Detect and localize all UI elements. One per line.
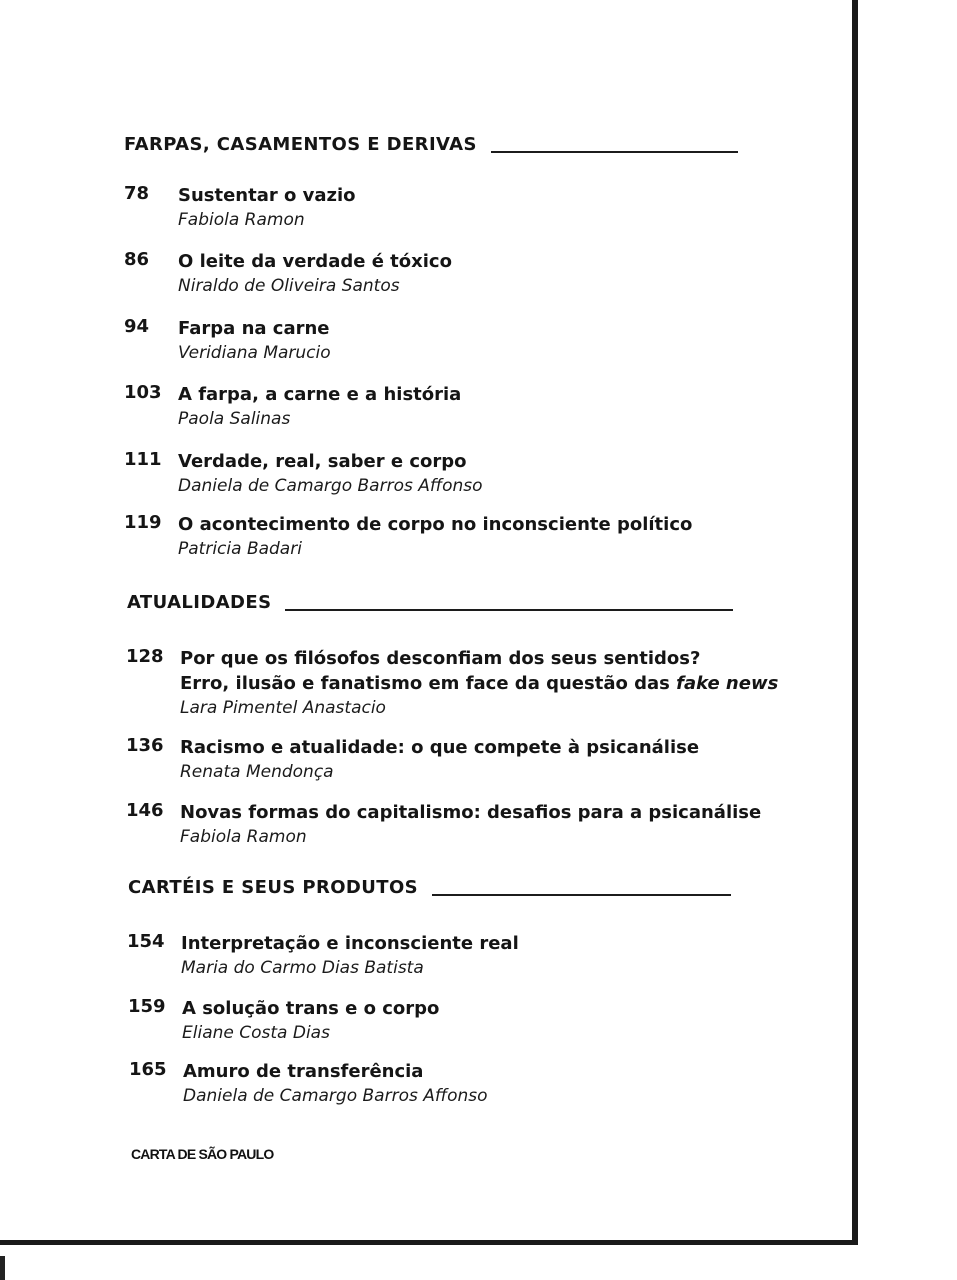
section-header-carteis (128, 877, 731, 898)
entry-title: Farpa na carne (178, 318, 330, 339)
entry-author: Daniela de Camargo Barros Affonso (183, 1086, 488, 1106)
publication-logo: CARTA DE SÃO PAULO (131, 1146, 274, 1162)
entry-page-number: 78 (124, 183, 150, 204)
section-rule (285, 609, 733, 611)
section-header-farpas (124, 134, 738, 155)
entry-title: Interpretação e inconsciente real (181, 933, 519, 954)
section-title: CARTÉIS E SEUS PRODUTOS (128, 877, 419, 898)
entry-author: Fabiola Ramon (180, 827, 307, 847)
page-edge-bottom (0, 1240, 858, 1245)
entry-page-number: 128 (126, 646, 164, 667)
entry-title: Por que os filósofos desconfiam dos seus sentidos? (180, 648, 701, 669)
entry-author: Lara Pimentel Anastacio (180, 698, 386, 718)
entry-page-number: 154 (127, 931, 165, 952)
section-rule (491, 151, 738, 153)
entry-title: Racismo e atualidade: o que compete à psicanálise (180, 737, 700, 758)
page-edge-right (852, 0, 858, 1244)
entry-page-number: 146 (126, 800, 164, 821)
entry-page-number: 103 (124, 382, 162, 403)
entry-author: Patricia Badari (178, 539, 302, 559)
entry-title: O leite da verdade é tóxico (178, 251, 452, 272)
section-rule (432, 894, 731, 896)
entry-page-number: 86 (124, 249, 150, 270)
entry-author: Eliane Costa Dias (182, 1023, 330, 1043)
entry-title: Amuro de transferência (183, 1061, 424, 1082)
section-title: ATUALIDADES (127, 592, 272, 613)
entry-author: Renata Mendonça (180, 762, 334, 782)
entry-page-number: 111 (124, 449, 162, 470)
entry-title: Novas formas do capitalismo: desafios para a psicanálise (180, 802, 762, 823)
entry-title: A solução trans e o corpo (182, 998, 440, 1019)
entry-author: Paola Salinas (178, 409, 291, 429)
entry-author: Fabiola Ramon (178, 210, 305, 230)
entry-title: O acontecimento de corpo no inconsciente político (178, 514, 693, 535)
entry-page-number: 119 (124, 512, 162, 533)
entry-author: Niraldo de Oliveira Santos (178, 276, 400, 296)
entry-author: Daniela de Camargo Barros Affonso (178, 476, 483, 496)
entry-page-number: 159 (128, 996, 166, 1017)
entry-author: Maria do Carmo Dias Batista (181, 958, 424, 978)
entry-title: A farpa, a carne e a história (178, 384, 462, 405)
entry-page-number: 94 (124, 316, 150, 337)
entry-author: Veridiana Marucio (178, 343, 331, 363)
entry-subtitle (180, 671, 778, 696)
entry-subtitle-emphasis: fake news (676, 673, 779, 694)
entry-title: Verdade, real, saber e corpo (178, 451, 467, 472)
entry-page-number: 136 (126, 735, 164, 756)
section-title: FARPAS, CASAMENTOS E DERIVAS (124, 134, 477, 155)
entry-subtitle-text: Erro, ilusão e fanatismo em face da questão das (180, 673, 670, 694)
entry-page-number: 165 (129, 1059, 167, 1080)
corner-mark (0, 1256, 5, 1280)
entry-title: Sustentar o vazio (178, 185, 356, 206)
section-header-atualidades (127, 592, 733, 613)
